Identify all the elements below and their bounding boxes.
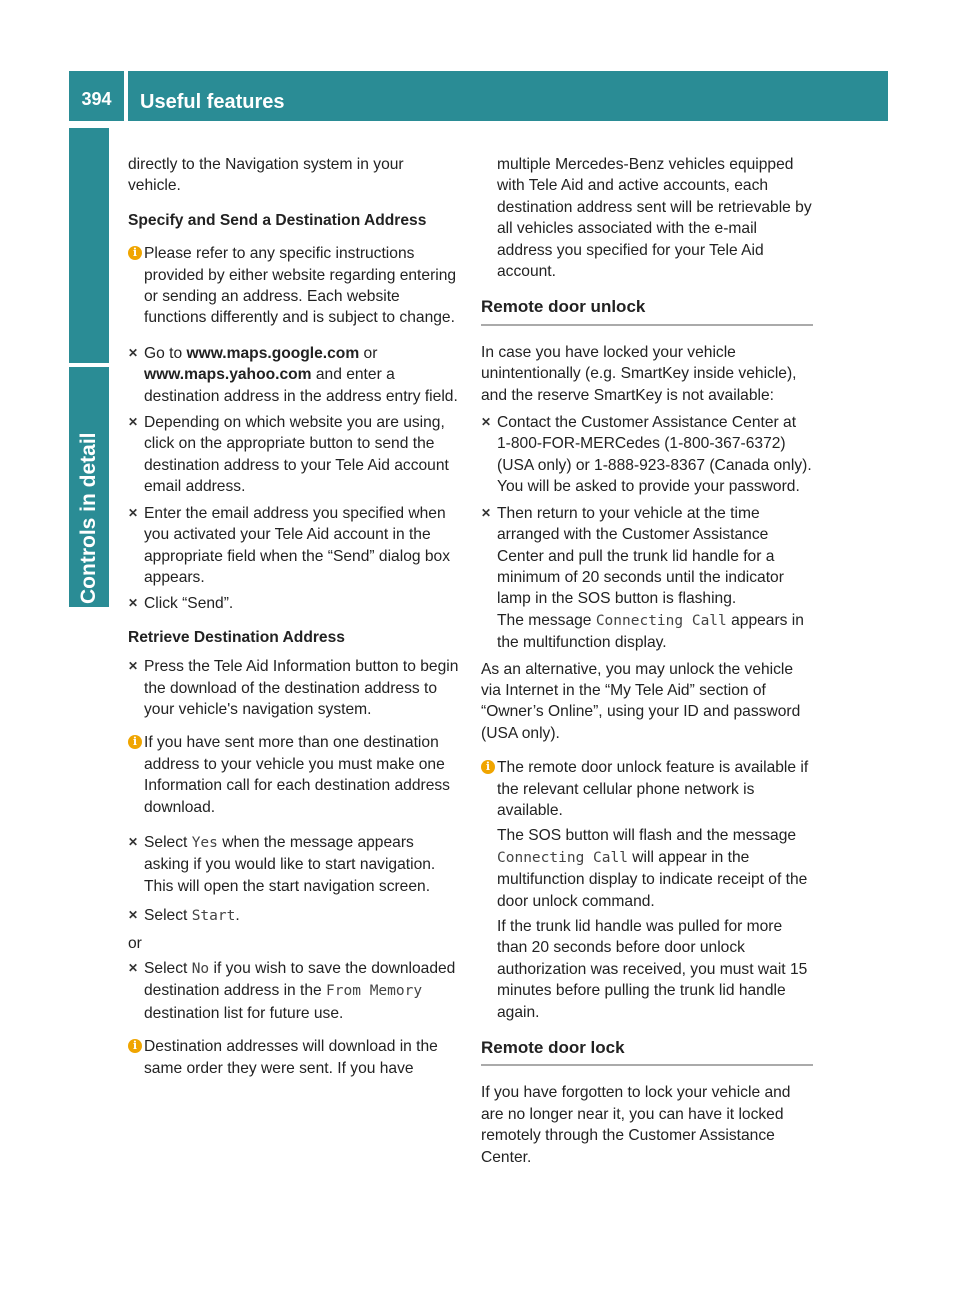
note-download-order: i Destination addresses will download in the same order they were sent. If you have	[128, 1036, 460, 1079]
unlock-intro: In case you have locked your vehicle unintentionally (e.g. SmartKey inside vehicle), and the reserve SmartKey is not available:	[481, 343, 797, 404]
or-text: or	[128, 934, 142, 952]
info-icon: i	[128, 1039, 142, 1053]
link-yahoo-maps: www.maps.yahoo.com	[144, 366, 312, 384]
arrow-right-icon: ✕	[128, 908, 139, 923]
step-select-no: ✕ Select No if you wish to save the downloaded destination address in the From Memory destination list for future use.	[128, 960, 456, 1022]
note-specific-instructions: i Please refer to any specific instructions provided by either website regarding entering or sending an address. Each website functions differently and is subject to change.	[128, 243, 460, 329]
page-header	[69, 71, 888, 121]
section-title: Useful features	[140, 91, 285, 113]
arrow-right-icon: ✕	[128, 345, 139, 360]
heading-remote-door-unlock: Remote door unlock	[481, 296, 813, 325]
arrow-right-icon: ✕	[128, 961, 139, 975]
step-press-info-button: ✕ Press the Tele Aid Information button to begin the download of the destination address to your vehicle's navigation system.	[128, 658, 459, 718]
left-column	[128, 154, 460, 1093]
subheading-specify-send: Specify and Send a Destination Address	[128, 211, 427, 229]
arrow-right-icon: ✕	[481, 415, 492, 430]
lock-text: If you have forgotten to lock your vehicle and are no longer near it, you can have it locked remotely through the Customer Assistance Center.	[481, 1084, 791, 1166]
step-go-to-maps: ✕ Go to www.maps.google.com or www.maps.yahoo.com and enter a destination address in the address entry field.	[128, 344, 458, 405]
note-multiple-addresses: i If you have sent more than one destination address to your vehicle you must make one Information call for each destination address download.	[128, 732, 460, 818]
note-remote-unlock: i The remote door unlock feature is available if the relevant cellular phone network is available. The SOS button will flash and the message Connecting Call will appear in the multifunction display to indicate receipt of the door unlock command. If the trunk lid handle was pulled for more than 20 seconds before door unlock authorization was received, you must wait 15 minutes before pulling the trunk lid handle again.	[481, 757, 813, 1023]
side-tab-label: Controls in detail	[77, 432, 100, 604]
link-google-maps: www.maps.google.com	[186, 344, 360, 362]
page-number: 394	[81, 89, 112, 109]
arrow-right-icon: ✕	[128, 505, 139, 520]
arrow-right-icon: ✕	[128, 415, 139, 430]
step-click-send: ✕ Click “Send”.	[128, 593, 460, 614]
side-block	[69, 128, 109, 363]
side-tab	[69, 367, 109, 607]
page-number-box	[69, 71, 124, 121]
alternative-unlock-text: As an alternative, you may unlock the vehicle via Internet in the “My Tele Aid” section of “Owner’s Online”, using your ID and password (USA only).	[481, 660, 801, 742]
step-enter-email: ✕ Enter the email address you specified when you activated your Tele Aid account in the appropriate field when the “Send” dialog box appears.	[128, 504, 451, 586]
section-title-box	[128, 71, 888, 121]
step-return-vehicle: ✕ Then return to your vehicle at the time arranged with the Customer Assistance Center and pull the trunk lid handle for a minimum of 20 seconds until the indicator lamp in the SOS button is flashing. The message Connecting Call appears in the multifunction display.	[481, 504, 804, 652]
step-contact-center: ✕ Contact the Customer Assistance Center at 1-800-FOR-MERCedes (1-800-367-6372) (USA only) or 1-888-923-8367 (Canada only). You will be asked to provide your password.	[481, 414, 812, 496]
step-select-start: ✕ Select Start.	[128, 905, 460, 927]
info-icon: i	[128, 246, 142, 260]
intro-text: directly to the Navigation system in your vehicle.	[128, 156, 404, 195]
step-select-yes: ✕ Select Yes when the message appears asking if you would like to start navigation. This will open the start navigation screen.	[128, 833, 436, 895]
arrow-right-icon: ✕	[481, 505, 492, 520]
arrow-right-icon: ✕	[128, 834, 139, 849]
info-icon: i	[481, 760, 495, 774]
heading-remote-door-lock: Remote door lock	[481, 1037, 813, 1066]
right-column	[481, 154, 813, 1181]
subheading-retrieve: Retrieve Destination Address	[128, 628, 345, 646]
note-continuation: multiple Mercedes-Benz vehicles equipped with Tele Aid and active accounts, each destination address sent will be retrievable by all vehicles associated with the e-mail address you specified for your Tele Aid account.	[497, 156, 812, 281]
arrow-right-icon: ✕	[128, 659, 139, 674]
step-click-button: ✕ Depending on which website you are using, click on the appropriate button to send the destination address to your Tele Aid account email address.	[128, 414, 449, 496]
info-icon: i	[128, 735, 142, 749]
arrow-right-icon: ✕	[128, 596, 139, 611]
